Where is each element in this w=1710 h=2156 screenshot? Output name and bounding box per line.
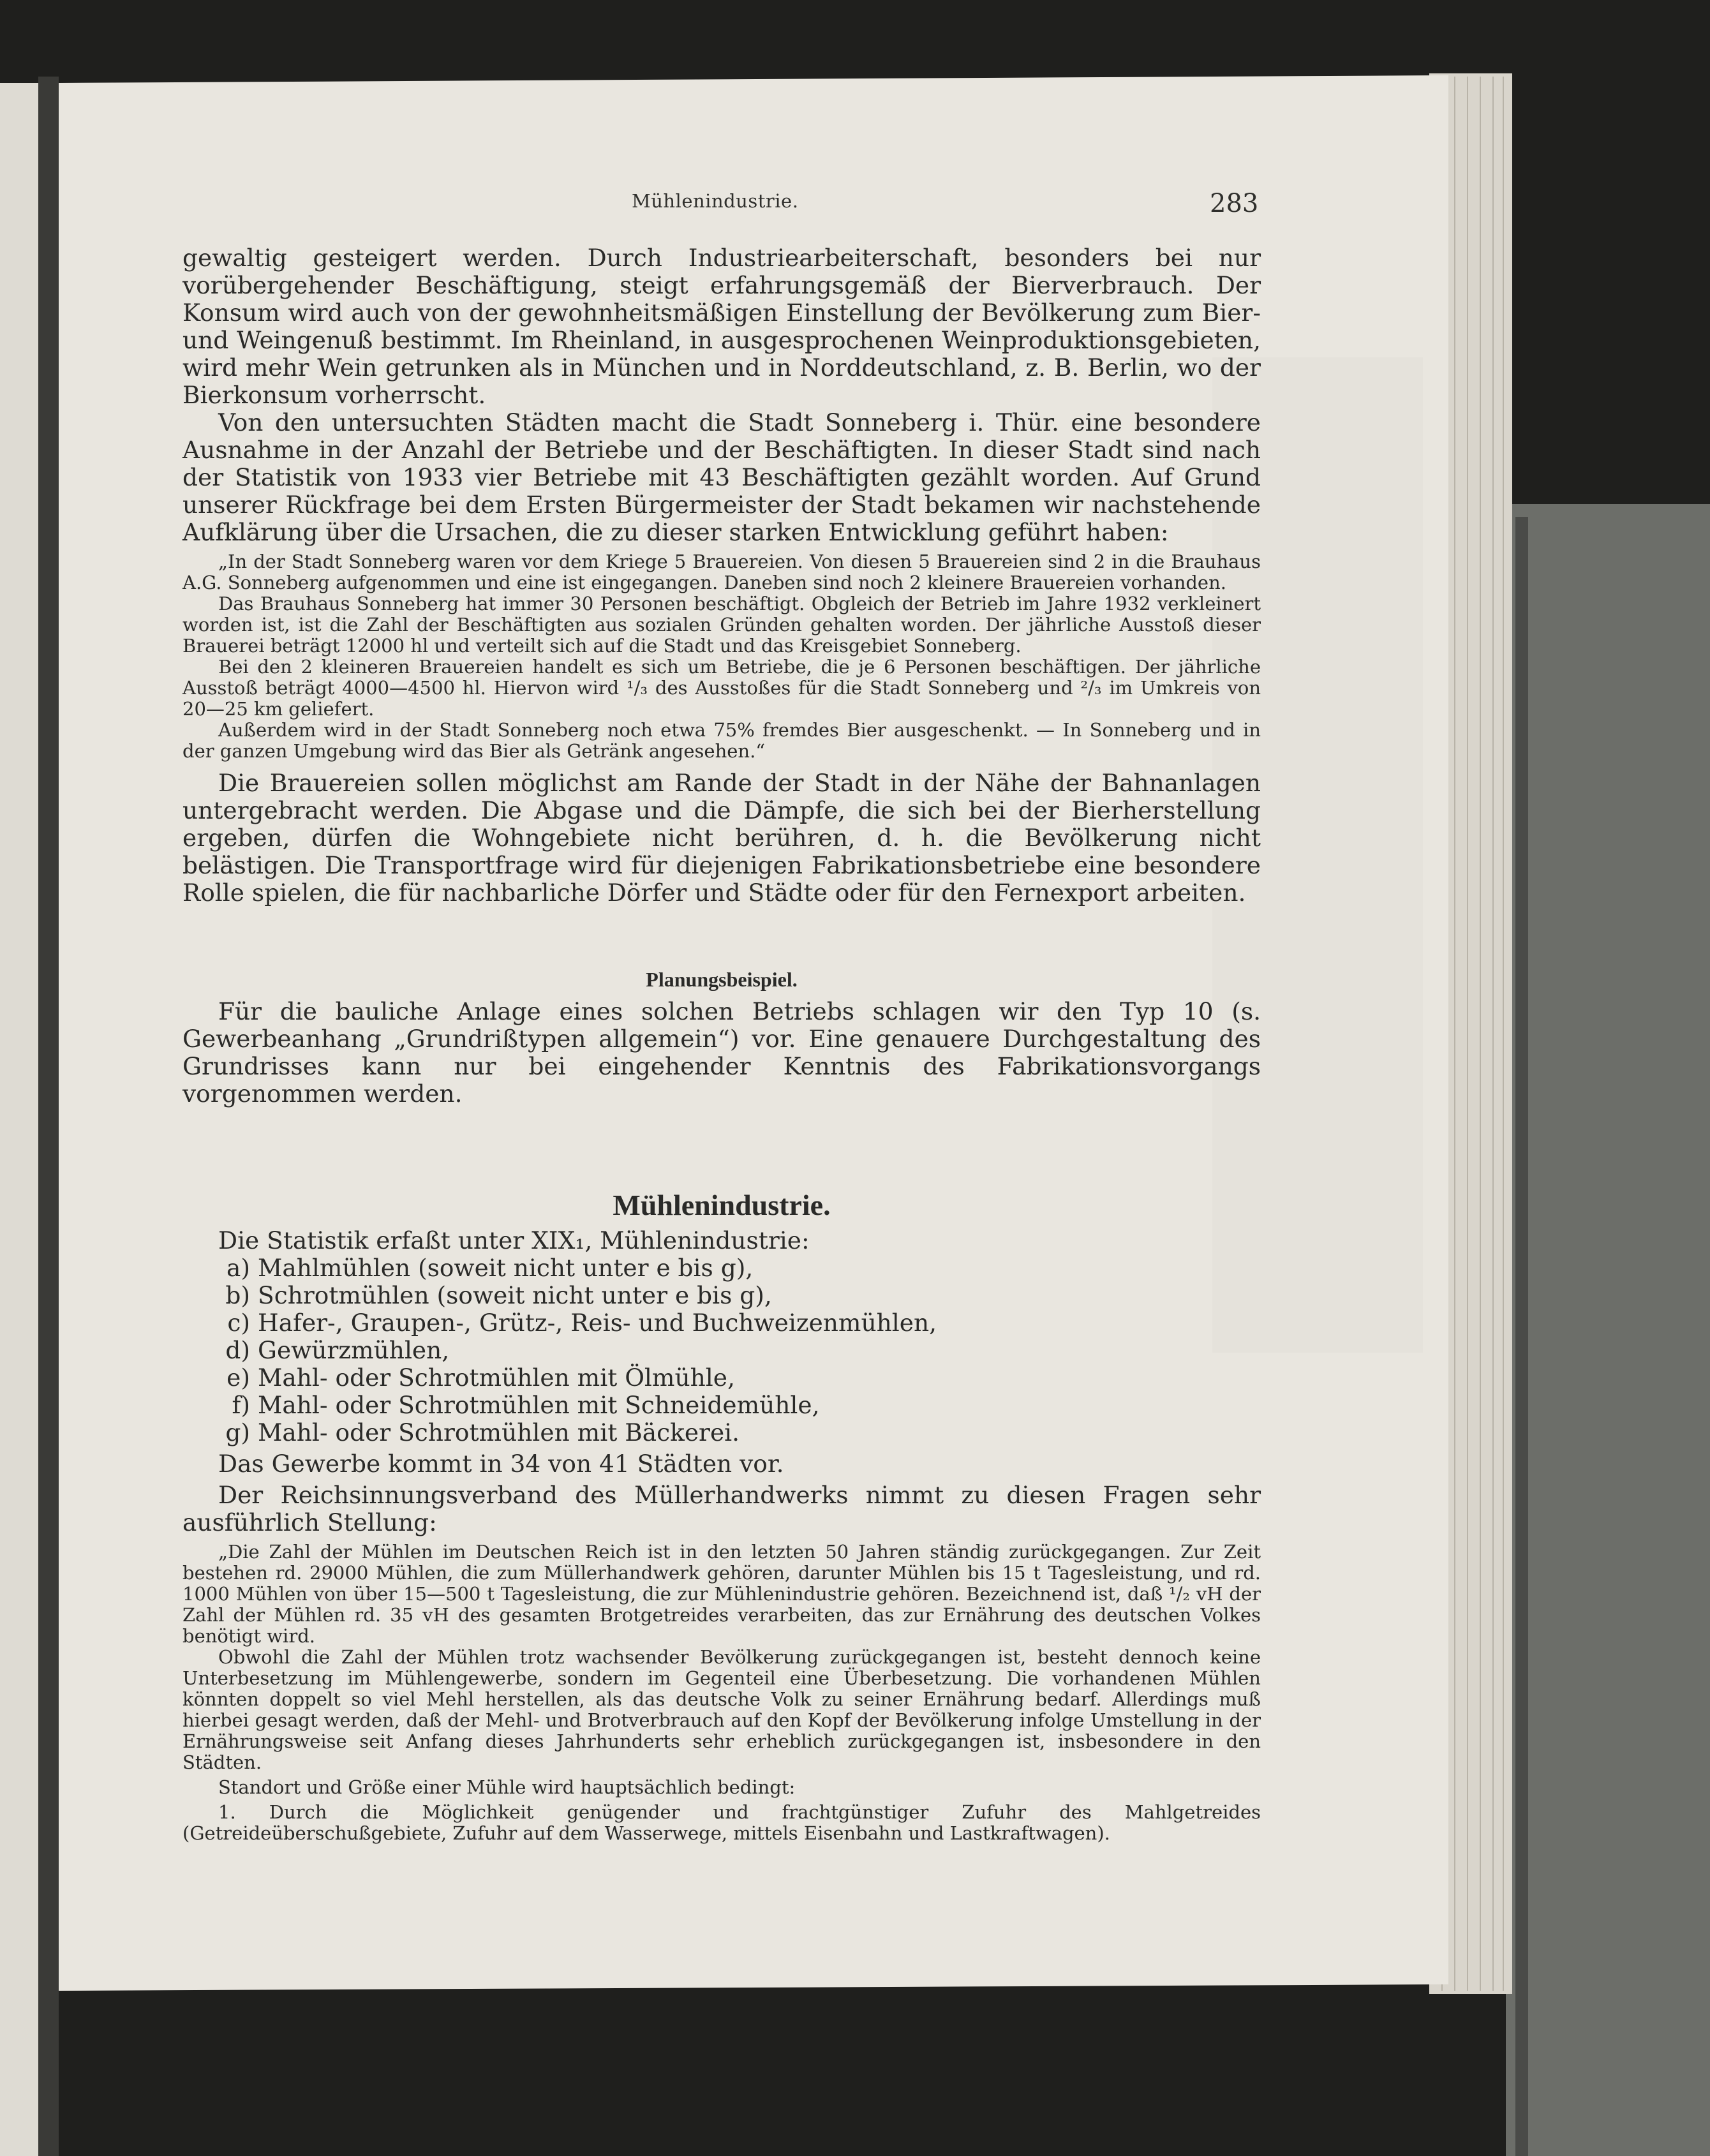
paragraph-sonneberg: Von den untersuchten Städten macht die Stadt Sonneberg i. Thür. eine besondere Ausnahme in der Anzahl der Betriebe und der Beschäftigten. In dieser Stadt sind nach der Statistik von 1933 vier Betriebe mit 43 Beschäftigten gezählt worden. Auf Grund unserer Rückfrage bei dem Ersten Bürgermeister der Stadt bekamen wir nachstehende Aufklärung über die Ursachen, die zu dieser starken Entwicklung geführt haben: xyxy=(182,408,1261,546)
quote-muellerhandwerk xyxy=(182,1542,1261,1844)
list-item: a) Mahlmühlen (soweit nicht unter e bis g), xyxy=(227,1254,754,1282)
list-item: g) Mahl- oder Schrotmühlen mit Bäckerei. xyxy=(225,1418,740,1446)
quote-sonneberg xyxy=(182,551,1261,762)
list-item: c) Hafer-, Graupen-, Grütz-, Reis- und Buchweizenmühlen, xyxy=(227,1309,937,1337)
paragraph-reichsinnungsverband: Der Reichsinnungsverband des Müllerhandwerks nimmt zu diesen Fragen sehr ausführlich Stellung: xyxy=(182,1481,1261,1536)
quote-paragraph: „In der Stadt Sonneberg waren vor dem Kriege 5 Brauereien. Von diesen 5 Brauereien sind 2 in die Brauhaus A.G. Sonneberg aufgenommen und eine ist eingegangen. Daneben sind noch 2 kleinere Brauereien vorhanden. xyxy=(182,551,1261,593)
paragraph-statistik-intro: Die Statistik erfaßt unter XIX₁, Mühlenindustrie: xyxy=(218,1226,810,1254)
heading-planungsbeispiel: Planungsbeispiel. xyxy=(646,968,798,991)
mill-type-list xyxy=(182,1254,1261,1446)
page-number: 283 xyxy=(1210,189,1259,218)
list-item: b) Schrotmühlen (soweit nicht unter e bis g), xyxy=(225,1281,772,1309)
heading-muehlenindustrie: Mühlenindustrie. xyxy=(613,1189,831,1221)
quote-paragraph: 1. Durch die Möglichkeit genügender und frachtgünstiger Zufuhr des Mahlgetreides (Getreideüberschußgebiete, Zufuhr auf dem Wasserwege, mittels Eisenbahn und Lastkraftwagen). xyxy=(182,1801,1261,1844)
list-item: f) Mahl- oder Schrotmühlen mit Schneidemühle, xyxy=(232,1391,820,1419)
page-body xyxy=(182,244,1261,1844)
quote-paragraph: Standort und Größe einer Mühle wird hauptsächlich bedingt: xyxy=(218,1776,796,1798)
quote-paragraph: Außerdem wird in der Stadt Sonneberg noch etwa 75% fremdes Bier ausgeschenkt. — In Sonneberg und in der ganzen Umgebung wird das Bier als Getränk angesehen.“ xyxy=(182,719,1261,762)
list-item: d) Gewürzmühlen, xyxy=(225,1336,450,1364)
paragraph-breweries-location: Die Brauereien sollen möglichst am Rande der Stadt in der Nähe der Bahnanlagen untergebracht werden. Die Abgase und die Dämpfe, die sich bei der Bierherstellung ergeben, dürfen die Wohngebiete nicht berühren, d. h. die Bevölkerung nicht belästigen. Die Transportfrage wird für diejenigen Fabrikationsbetriebe eine besondere Rolle spielen, die für nachbarliche Dörfer und Städte oder für den Fernexport arbeiten. xyxy=(182,769,1261,907)
paragraph-gewerbe: Das Gewerbe kommt in 34 von 41 Städten vor. xyxy=(218,1450,784,1478)
quote-paragraph: Das Brauhaus Sonneberg hat immer 30 Personen beschäftigt. Obgleich der Betrieb im Jahre 1932 verkleinert worden ist, ist die Zahl der Beschäftigten aus sozialen Gründen gehalten worden. Der jährliche Ausstoß dieser Brauerei beträgt 12000 hl und verteilt sich auf die Stadt und das Kreisgebiet Sonneberg. xyxy=(182,593,1261,657)
paragraph-planning: Für die bauliche Anlage eines solchen Betriebs schlagen wir den Typ 10 (s. Gewerbeanhang „Grundrißtypen allgemein“) vor. Eine genauere Durchgestaltung des Grundrisses kann nur bei eingehender Kenntnis des Fabrikationsvorgangs vorgenommen werden. xyxy=(182,997,1261,1108)
quote-paragraph: „Die Zahl der Mühlen im Deutschen Reich ist in den letzten 50 Jahren ständig zurückgegangen. Zur Zeit bestehen rd. 29000 Mühlen, die zum Müllerhandwerk gehören, darunter Mühlen bis 15 t Tagesleistung, und rd. 1000 Mühlen von über 15—500 t Tagesleistung, die zur Mühlenindustrie gehören. Bezeichnend ist, daß ¹/₂ vH der Zahl der Mühlen rd. 35 vH des gesamten Brotgetreides verarbeiten, das zur Ernährung des deutschen Volkes benötigt wird. xyxy=(182,1541,1261,1647)
paragraph-continuation: gewaltig gesteigert werden. Durch Industriearbeiterschaft, besonders bei nur vorübergehender Beschäftigung, steigt erfahrungsgemäß der Bierverbrauch. Der Konsum wird auch von der gewohnheitsmäßigen Einstellung der Bevölkerung zum Bier- und Weingenuß bestimmt. Im Rheinland, in ausgesprochenen Weinproduktionsgebieten, wird mehr Wein getrunken als in München und in Norddeutschland, z. B. Berlin, wo der Bierkonsum vorherrscht. xyxy=(182,244,1261,409)
running-header-title: Mühlenindustrie. xyxy=(632,190,799,212)
quote-paragraph: Obwohl die Zahl der Mühlen trotz wachsender Bevölkerung zurückgegangen ist, besteht dennoch keine Unterbesetzung im Mühlengewerbe, sondern im Gegenteil eine Überbesetzung. Die vorhandenen Mühlen könnten doppelt so viel Mehl herstellen, als das deutsche Volk zu seiner Ernährung bedarf. Allerdings muß hierbei gesagt werden, daß der Mehl- und Brotverbrauch auf den Kopf der Bevölkerung infolge Umstellung in der Ernährungsweise seit Anfang dieses Jahrhunderts sehr erheblich zurückgegangen ist, insbesondere in den Städten. xyxy=(182,1646,1261,1773)
list-item: e) Mahl- oder Schrotmühlen mit Ölmühle, xyxy=(227,1364,735,1392)
quote-paragraph: Bei den 2 kleineren Brauereien handelt es sich um Betriebe, die je 6 Personen beschäftigen. Der jährliche Ausstoß beträgt 4000—4500 hl. Hiervon wird ¹/₃ des Ausstoßes für die Stadt Sonneberg und ²/₃ im Umkreis von 20—25 km geliefert. xyxy=(182,656,1261,720)
